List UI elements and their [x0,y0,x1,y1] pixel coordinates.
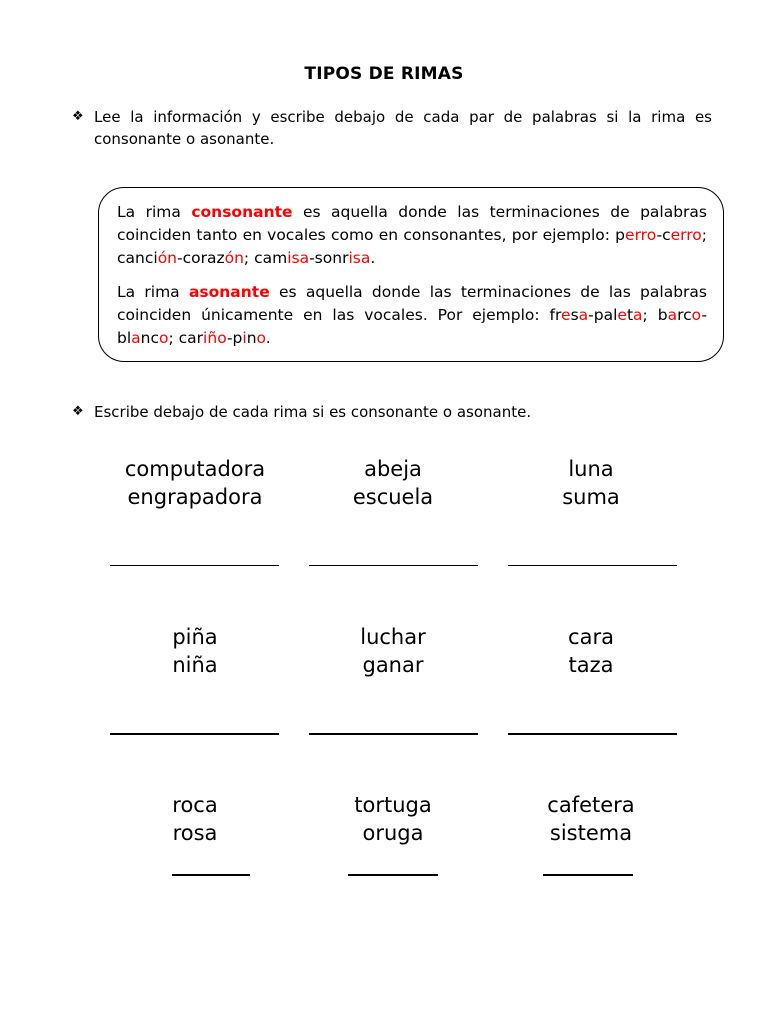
word-2: oruga [362,821,424,845]
word-1: cara [568,625,614,649]
answer-line[interactable] [309,733,478,735]
word-1: tortuga [354,793,432,817]
word-2: engrapadora [127,485,263,509]
info-box [98,187,724,362]
word-pair [496,791,686,847]
word-pair [100,791,290,847]
word-2: ganar [362,653,424,677]
word-2: niña [172,653,218,677]
page-title: TIPOS DE RIMAS [304,64,464,84]
answer-line[interactable] [309,565,478,566]
instruction-2 [72,401,712,423]
answer-line[interactable] [508,733,677,735]
word-2: taza [568,653,614,677]
diamond-bullet-icon: ❖ [72,404,84,419]
consonante-definition: La rima consonante es aquella donde las terminaciones de palabras coinciden tanto en vocales como en consonantes, por ejemplo: perro-cerro; canción-corazón; camisa-sonrisa. [117,203,707,267]
word-1: computadora [124,457,266,481]
answer-line[interactable] [172,874,250,876]
asonante-definition: La rima asonante es aquella donde las terminaciones de las palabras coinciden únicamente en las vocales. Por ejemplo: fresa-paleta; barco- blanco; cariño-pino. [117,283,707,347]
diamond-bullet-icon: ❖ [72,109,84,124]
answer-line[interactable] [508,565,677,566]
instruction-1 [72,106,712,150]
word-pair [298,791,488,847]
word-2: suma [562,485,620,509]
answer-line[interactable] [110,733,279,735]
answer-line[interactable] [110,565,279,566]
word-1: luchar [360,625,426,649]
word-pair [100,623,290,679]
word-1: roca [172,793,218,817]
word-1: cafetera [547,793,635,817]
word-pair [298,455,488,511]
asonante-term: asonante [188,283,270,301]
word-1: abeja [364,457,422,481]
word-pair [496,623,686,679]
word-pair [298,623,488,679]
word-pair [496,455,686,511]
word-1: piña [172,625,218,649]
word-1: luna [568,457,614,481]
consonante-term: consonante [191,203,293,221]
word-2: escuela [352,485,434,509]
instruction-2-text: Escribe debajo de cada rima si es consonante o asonante. [94,403,532,421]
word-2: sistema [549,821,633,845]
instruction-1-text: Lee la información y escribe debajo de cada par de palabras si la rima es consonante o asonante. [94,108,712,148]
word-pair [100,455,290,511]
word-2: rosa [172,821,218,845]
answer-line[interactable] [348,874,438,876]
answer-line[interactable] [543,874,633,876]
